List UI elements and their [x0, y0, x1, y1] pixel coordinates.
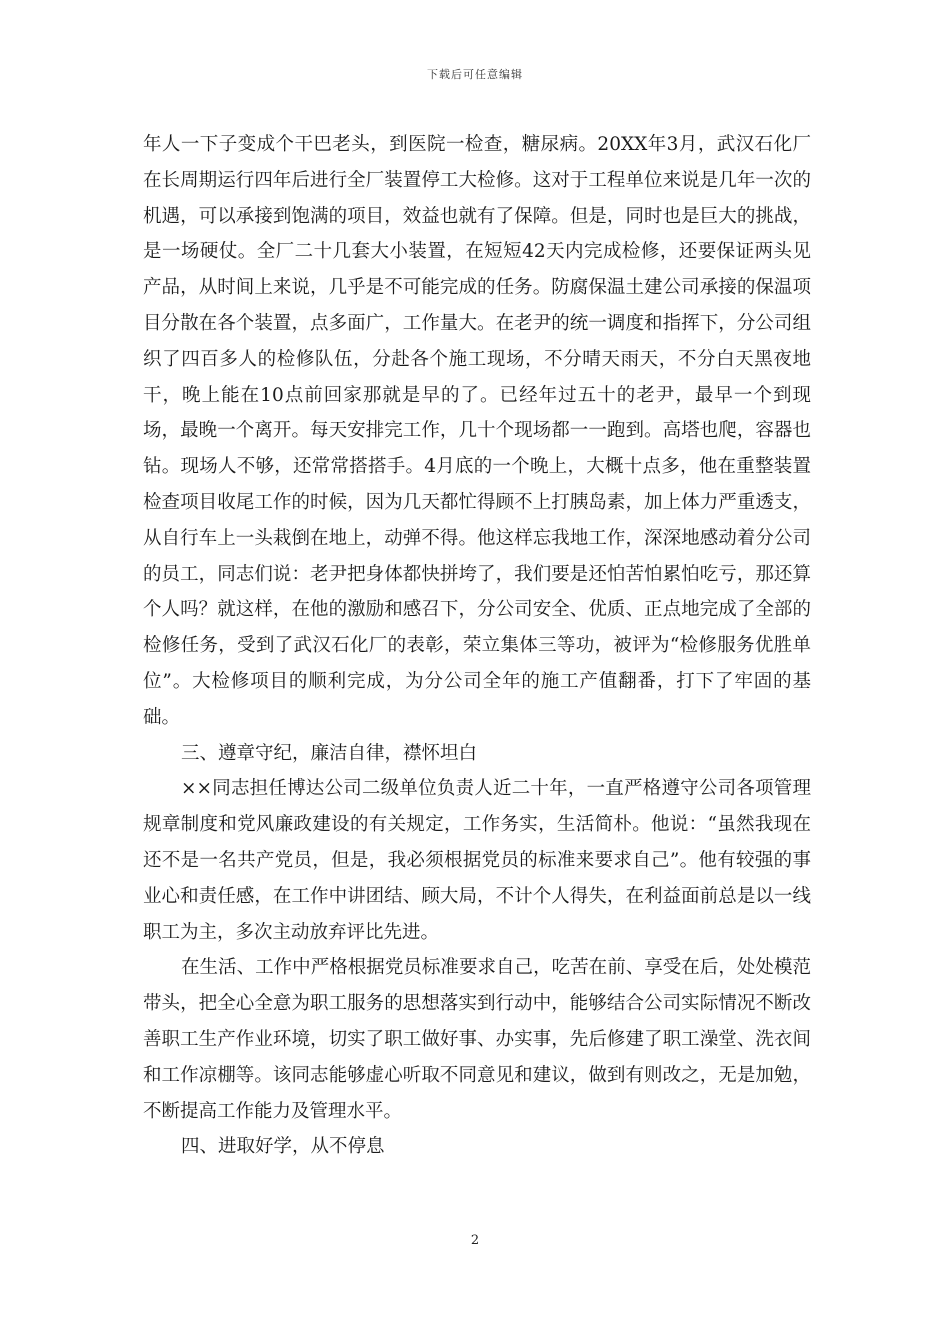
page-number: 2 — [470, 1233, 480, 1248]
body-paragraph: 在生活、工作中严格根据党员标准要求自己，吃苦在前、享受在后，处处模范带头，把全心全意为职工服务的思想落实到行动中，能够结合公司实际情况不断改善职工生产作业环境，切实了职工做好事、办实事，先后修建了职工澡堂、洗衣间和工作凉棚等。该同志能够虚心听取不同意见和建议，做到有则改之，无是加勉，不断提高工作能力及管理水平。 — [143, 957, 811, 1122]
document-body — [143, 127, 811, 1165]
page-header: 下载后可任意编辑 — [427, 68, 523, 81]
section-heading-3: 三、遵章守纪，廉洁自律，襟怀坦白 — [181, 742, 478, 764]
section-heading-4: 四、进取好学，从不停息 — [181, 1136, 385, 1158]
body-paragraph: ××同志担任博达公司二级单位负责人近二十年，一直严格遵守公司各项管理规章制度和党风廉政建设的有关规定，工作务实，生活简朴。他说：“虽然我现在还不是一名共产党员，但是，我必须根据党员的标准来要求自己”。他有较强的事业心和责任感，在工作中讲团结、顾大局，不计个人得失，在利益面前总是以一线职工为主，多次主动放弃评比先进。 — [143, 778, 811, 943]
body-paragraph-continued: 年人一下子变成个干巴老头，到医院一检查，糖尿病。20XX年3月，武汉石化厂在长周期运行四年后进行全厂装置停工大检修。这对于工程单位来说是几年一次的机遇，可以承接到饱满的项目，效益也就有了保障。但是，同时也是巨大的挑战，是一场硬仗。全厂二十几套大小装置，在短短42天内完成检修，还要保证两头见产品，从时间上来说，几乎是不可能完成的任务。防腐保温土建公司承接的保温项目分散在各个装置，点多面广，工作量大。在老尹的统一调度和指挥下，分公司组织了四百多人的检修队伍，分赴各个施工现场，不分晴天雨天，不分白天黑夜地干，晚上能在10点前回家那就是早的了。已经年过五十的老尹，最早一个到现场，最晚一个离开。每天安排完工作，几十个现场都一一跑到。高塔也爬，容器也钻。现场人不够，还常常搭搭手。4月底的一个晚上，大概十点多，他在重整装置检查项目收尾工作的时候，因为几天都忙得顾不上打胰岛素，加上体力严重透支，从自行车上一头栽倒在地上，动弹不得。他这样忘我地工作，深深地感动着分公司的员工，同志们说：老尹把身体都快拼垮了，我们要是还怕苦怕累怕吃亏，那还算个人吗？就这样，在他的激励和感召下，分公司安全、优质、正点地完成了全部的检修任务，受到了武汉石化厂的表彰，荣立集体三等功，被评为“检修服务优胜单位”。大检修项目的顺利完成，为分公司全年的施工产值翻番，打下了牢固的基础。 — [143, 134, 811, 728]
